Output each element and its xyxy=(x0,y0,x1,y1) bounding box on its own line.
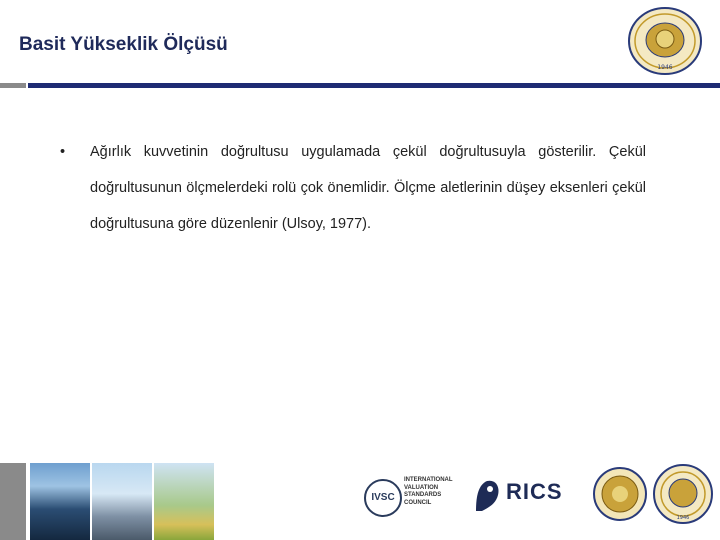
countryside-field-photo xyxy=(154,463,214,540)
ankara-university-footer-logo xyxy=(652,463,714,525)
bullet-text: Ağırlık kuvvetinin doğrultusu uygulamada çekül doğrultusuyla gösterilir. Çekül doğrultusunun ölçmelerdeki rolü çok önemlidir. Ölçme aletlerinin düşey eksenleri çekül doğrultusuna göre düzenlenir (Ulsoy, 1977). xyxy=(90,144,646,232)
seal-icon xyxy=(592,465,648,523)
header-rule-blue xyxy=(28,83,720,88)
city-skyline-photo xyxy=(30,463,90,540)
ivsc-logo: IVSC xyxy=(364,479,402,517)
rics-lion-icon xyxy=(472,477,502,513)
ankara-university-logo xyxy=(626,6,704,76)
rics-logo: RICS xyxy=(506,479,563,504)
office-towers-photo xyxy=(92,463,152,540)
bullet-marker: • xyxy=(60,144,66,160)
footer-gray-bar xyxy=(0,463,26,540)
bullet-item xyxy=(60,134,646,242)
footer-logo-year: 1946 xyxy=(676,515,690,521)
ivsc-caption: INTERNATIONAL VALUATION STANDARDS COUNCIL xyxy=(404,477,453,506)
header-rule-gray xyxy=(0,83,26,88)
footer-logos xyxy=(360,463,720,527)
slide-title: Basit Yükseklik Ölçüsü xyxy=(19,34,228,55)
logo-year: 1946 xyxy=(657,64,673,71)
